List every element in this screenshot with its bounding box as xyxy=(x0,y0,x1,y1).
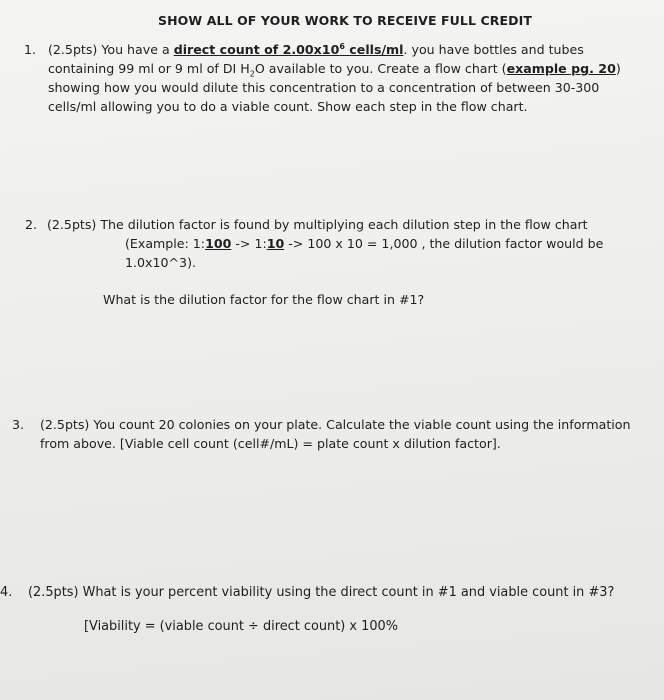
question-text: (2.5pts) You count 20 colonies on your plate. Calculate the viable count using the information from above. [Viable cell count (cell#/mL) = plate count x dilution factor]. xyxy=(40,417,631,451)
text-segment: . you have bottles and tubes containing 99 ml or 9 ml of DI H xyxy=(48,42,584,76)
direct-count-highlight xyxy=(174,42,404,57)
exponent: 6 xyxy=(339,41,345,51)
text-segment: ) showing how you would dilute this concentration to a concentration of between 30-300 cells/ml allowing you to do a viable count. Show each step in the flow chart. xyxy=(48,61,621,114)
subscript: 2 xyxy=(249,69,255,79)
text-line: (2.5pts) The dilution factor is found by multiplying each dilution step in the flow chart xyxy=(47,217,588,232)
text-segment: -> 100 x 10 = 1,000 , the dilution factor would be 1.0x10^3). xyxy=(125,236,604,270)
text-segment: -> 1: xyxy=(231,236,267,251)
question-prompt: What is the dilution factor for the flow chart in #1? xyxy=(103,292,425,307)
text-segment: (2.5pts) You have a xyxy=(48,42,174,57)
question-4 xyxy=(0,583,664,636)
text-segment: O available to you. Create a flow chart ( xyxy=(254,61,507,76)
question-1 xyxy=(24,40,654,116)
underlined-value: 10 xyxy=(266,236,285,251)
example-reference: example pg. 20 xyxy=(506,61,616,76)
example-line xyxy=(125,234,655,272)
question-number: 3. xyxy=(12,417,25,432)
text-segment: cells/ml xyxy=(344,42,404,57)
text-segment: direct count of 2.00x10 xyxy=(173,42,340,57)
question-text xyxy=(48,40,648,116)
page-title: SHOW ALL OF YOUR WORK TO RECEIVE FULL CREDIT xyxy=(158,13,532,28)
question-3 xyxy=(12,415,657,453)
question-text xyxy=(47,215,655,272)
question-number: 4. xyxy=(0,585,13,600)
question-number: 1. xyxy=(24,42,37,57)
question-number: 2. xyxy=(25,217,38,232)
viability-formula: [Viability = (viable count ÷ direct count) x 100% xyxy=(84,619,398,634)
text-segment: (Example: 1: xyxy=(125,236,206,251)
question-text: (2.5pts) What is your percent viability using the direct count in #1 and viable count in #3? xyxy=(28,585,615,600)
underlined-value: 100 xyxy=(205,236,232,251)
question-2 xyxy=(25,215,655,309)
